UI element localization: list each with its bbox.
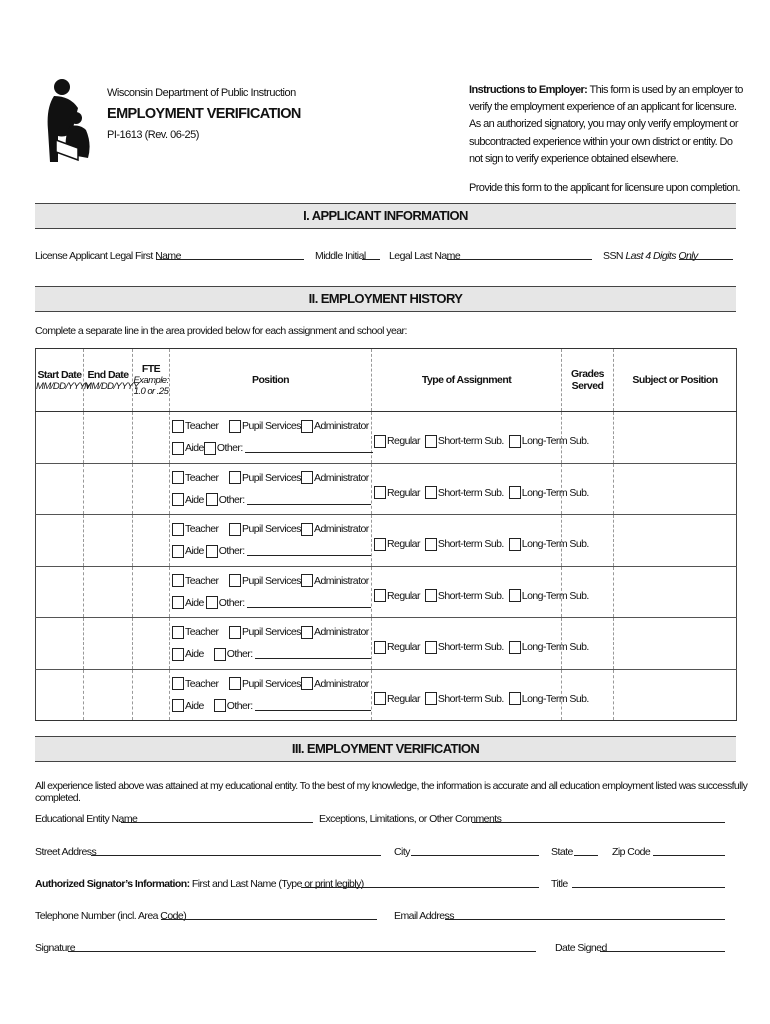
end-date-cell[interactable]	[84, 566, 133, 618]
title-label: Title	[551, 878, 568, 890]
administrator-checkbox[interactable]	[301, 677, 313, 690]
position-line-1	[170, 467, 371, 489]
zip-field[interactable]	[653, 846, 725, 856]
other-label: Other:	[218, 545, 245, 558]
subject-cell[interactable]	[614, 463, 737, 515]
fte-cell[interactable]	[133, 566, 170, 618]
provide-note: Provide this form to the applicant for licensure upon completion.	[469, 182, 740, 194]
regular-checkbox[interactable]	[374, 486, 386, 499]
middle-initial-field[interactable]	[362, 250, 380, 260]
position-aide[interactable]	[172, 545, 206, 558]
other-label: Other:	[218, 493, 245, 506]
aide-checkbox[interactable]	[172, 648, 184, 661]
entity-name-field[interactable]	[121, 813, 313, 823]
teacher-label: Teacher	[185, 523, 219, 536]
history-header-row	[36, 349, 737, 412]
history-intro: Complete a separate line in the area provided below for each assignment and school year:	[35, 325, 407, 337]
type-regular[interactable]	[374, 538, 420, 551]
regular-checkbox[interactable]	[374, 435, 386, 448]
other-checkbox[interactable]	[206, 493, 218, 506]
history-row	[36, 463, 737, 515]
other-checkbox[interactable]	[204, 442, 216, 455]
administrator-checkbox[interactable]	[301, 523, 313, 536]
address-row	[35, 846, 736, 860]
pupil-services-label: Pupil Services	[242, 626, 301, 639]
short-term-sub-label: Short-term Sub.	[437, 641, 504, 654]
start-date-cell[interactable]	[36, 618, 84, 670]
position-line-2	[170, 540, 371, 562]
type-short-term-sub[interactable]	[425, 435, 504, 448]
col-fte	[133, 349, 170, 412]
administrator-label: Administrator	[314, 677, 369, 690]
type-short-term-sub[interactable]	[425, 641, 504, 654]
type-long-term-sub[interactable]	[509, 641, 589, 654]
applicant-row	[35, 250, 736, 264]
type-regular[interactable]	[374, 435, 420, 448]
signature-label: Signature	[35, 942, 75, 954]
type-short-term-sub[interactable]	[425, 589, 504, 602]
history-row	[36, 618, 737, 670]
position-cell	[170, 618, 372, 670]
aide-label: Aide	[185, 596, 204, 609]
position-administrator[interactable]	[301, 574, 369, 587]
position-line-1	[170, 621, 371, 643]
type-regular[interactable]	[374, 589, 420, 602]
type-regular[interactable]	[374, 486, 420, 499]
position-cell	[170, 669, 372, 721]
subject-cell[interactable]	[614, 412, 737, 464]
type-long-term-sub[interactable]	[509, 589, 589, 602]
type-cell	[372, 515, 589, 567]
regular-label: Regular	[387, 486, 420, 499]
other-field[interactable]	[255, 649, 371, 659]
other-checkbox[interactable]	[214, 699, 226, 712]
employment-history-table	[35, 348, 737, 721]
other-field[interactable]	[255, 701, 371, 711]
other-checkbox[interactable]	[206, 545, 218, 558]
position-other[interactable]	[214, 699, 371, 712]
position-line-1	[170, 570, 371, 592]
position-pupil-services[interactable]	[229, 574, 301, 587]
section-1-header: I. APPLICANT INFORMATION	[35, 203, 736, 229]
section-2-header: II. EMPLOYMENT HISTORY	[35, 286, 736, 312]
type-line	[372, 435, 589, 448]
administrator-label: Administrator	[314, 626, 369, 639]
type-line	[372, 538, 589, 551]
employer-instructions	[469, 82, 744, 168]
attestation-text: All experience listed above was attained at my educational entity. To the best of my knowledge, the information is accurate and all education employment listed was successfully completed.	[35, 780, 748, 804]
position-aide[interactable]	[172, 596, 206, 609]
other-label: Other:	[218, 596, 245, 609]
long-term-sub-checkbox[interactable]	[509, 692, 521, 705]
administrator-checkbox[interactable]	[301, 574, 313, 587]
city-field[interactable]	[411, 846, 539, 856]
pupil-services-checkbox[interactable]	[229, 626, 241, 639]
position-administrator[interactable]	[301, 626, 369, 639]
position-teacher[interactable]	[172, 420, 229, 433]
start-date-header: Start Date	[37, 368, 82, 381]
zip-label: Zip Code	[612, 846, 651, 858]
end-date-format: MM/DD/YYYY	[84, 380, 139, 392]
form-number: PI-1613 (Rev. 06-25)	[107, 129, 199, 141]
phone-label: Telephone Number (incl. Area Code)	[35, 910, 187, 922]
start-date-cell[interactable]	[36, 515, 84, 567]
position-teacher[interactable]	[172, 677, 229, 690]
long-term-sub-label: Long-Term Sub.	[521, 435, 589, 448]
regular-label: Regular	[387, 589, 420, 602]
pupil-services-label: Pupil Services	[242, 574, 301, 587]
aide-checkbox[interactable]	[172, 442, 184, 455]
other-checkbox[interactable]	[214, 648, 226, 661]
position-other[interactable]	[206, 493, 371, 506]
pupil-services-label: Pupil Services	[242, 471, 301, 484]
type-cell	[372, 566, 589, 618]
fte-cell[interactable]	[133, 463, 170, 515]
start-date-cell[interactable]	[36, 669, 84, 721]
short-term-sub-checkbox[interactable]	[425, 435, 437, 448]
long-term-sub-label: Long-Term Sub.	[521, 692, 589, 705]
email-field[interactable]	[445, 910, 725, 920]
pupil-services-label: Pupil Services	[242, 523, 301, 536]
pupil-services-checkbox[interactable]	[229, 523, 241, 536]
type-line	[372, 486, 589, 499]
type-long-term-sub[interactable]	[509, 486, 589, 499]
teacher-label: Teacher	[185, 420, 219, 433]
other-field[interactable]	[245, 443, 373, 453]
instructions-text: This form is used by an employer to verify the employment experience of an applicant for licensure. As an authorized signatory, you may only verify employment or subcontracted experience within your own district or entity. Do not sign to verify experience obtained elsewhere.	[469, 84, 743, 165]
email-label: Email Address	[394, 910, 454, 922]
type-regular[interactable]	[374, 641, 420, 654]
type-long-term-sub[interactable]	[509, 435, 589, 448]
pupil-services-checkbox[interactable]	[229, 574, 241, 587]
col-start-date	[36, 349, 91, 412]
position-administrator[interactable]	[301, 523, 369, 536]
teacher-checkbox[interactable]	[172, 677, 184, 690]
position-aide[interactable]	[172, 648, 214, 661]
position-other[interactable]	[214, 648, 371, 661]
type-cell	[372, 412, 589, 464]
title-field[interactable]	[572, 878, 725, 888]
position-line-2	[170, 695, 371, 717]
long-term-sub-checkbox[interactable]	[509, 538, 521, 551]
long-term-sub-checkbox[interactable]	[509, 641, 521, 654]
administrator-label: Administrator	[314, 523, 369, 536]
short-term-sub-checkbox[interactable]	[425, 486, 437, 499]
entity-name-label: Educational Entity Name	[35, 813, 138, 825]
type-short-term-sub[interactable]	[425, 486, 504, 499]
teacher-label: Teacher	[185, 677, 219, 690]
position-line-2	[170, 437, 371, 459]
position-aide[interactable]	[172, 442, 204, 455]
pupil-services-checkbox[interactable]	[229, 420, 241, 433]
fte-header: FTE	[141, 363, 161, 375]
long-term-sub-label: Long-Term Sub.	[521, 486, 589, 499]
position-other[interactable]	[206, 596, 371, 609]
position-other[interactable]	[204, 442, 373, 455]
signator-label-bold: Authorized Signator’s Information:	[35, 878, 190, 890]
teacher-checkbox[interactable]	[172, 523, 184, 536]
signator-name-field[interactable]	[301, 878, 539, 888]
other-field[interactable]	[247, 546, 371, 556]
col-type: Type of Assignment	[372, 349, 562, 412]
aide-label: Aide	[185, 699, 204, 712]
end-date-cell[interactable]	[84, 515, 133, 567]
state-label: State	[551, 846, 573, 858]
city-label: City	[394, 846, 410, 858]
signature-field[interactable]	[68, 942, 536, 952]
type-long-term-sub[interactable]	[509, 538, 589, 551]
teacher-checkbox[interactable]	[172, 626, 184, 639]
instructions-label: Instructions to Employer:	[469, 84, 588, 96]
short-term-sub-label: Short-term Sub.	[437, 486, 504, 499]
form-title: EMPLOYMENT VERIFICATION	[107, 106, 301, 122]
history-row	[36, 669, 737, 721]
position-pupil-services[interactable]	[229, 677, 301, 690]
start-date-cell[interactable]	[36, 566, 84, 618]
start-date-cell[interactable]	[36, 412, 84, 464]
col-grades: Grades Served	[562, 349, 614, 412]
type-cell	[372, 463, 589, 515]
fte-cell[interactable]	[133, 618, 170, 670]
subject-cell[interactable]	[614, 566, 737, 618]
regular-checkbox[interactable]	[374, 641, 386, 654]
pupil-services-checkbox[interactable]	[229, 471, 241, 484]
aide-checkbox[interactable]	[172, 596, 184, 609]
date-signed-label: Date Signed	[555, 942, 607, 954]
administrator-checkbox[interactable]	[301, 420, 313, 433]
street-label: Street Address	[35, 846, 97, 858]
pupil-services-label: Pupil Services	[242, 677, 301, 690]
position-administrator[interactable]	[301, 420, 369, 433]
position-line-2	[170, 592, 371, 614]
aide-checkbox[interactable]	[172, 545, 184, 558]
type-regular[interactable]	[374, 692, 420, 705]
administrator-label: Administrator	[314, 420, 369, 433]
position-teacher[interactable]	[172, 574, 229, 587]
position-cell	[170, 566, 372, 618]
short-term-sub-label: Short-term Sub.	[437, 589, 504, 602]
position-cell	[170, 515, 372, 567]
position-aide[interactable]	[172, 699, 214, 712]
aide-label: Aide	[185, 648, 204, 661]
long-term-sub-checkbox[interactable]	[509, 589, 521, 602]
position-administrator[interactable]	[301, 471, 369, 484]
position-line-1	[170, 673, 371, 695]
short-term-sub-checkbox[interactable]	[425, 641, 437, 654]
section-3-header: III. EMPLOYMENT VERIFICATION	[35, 736, 736, 762]
regular-label: Regular	[387, 435, 420, 448]
type-cell	[372, 669, 589, 721]
entity-row	[35, 813, 736, 827]
fte-example: Example: 1.0 or .25	[133, 375, 169, 397]
position-pupil-services[interactable]	[229, 471, 301, 484]
state-field[interactable]	[574, 846, 598, 856]
regular-label: Regular	[387, 538, 420, 551]
contact-row	[35, 910, 736, 924]
other-field[interactable]	[247, 598, 371, 608]
aide-checkbox[interactable]	[172, 493, 184, 506]
type-cell	[372, 618, 589, 670]
short-term-sub-checkbox[interactable]	[425, 589, 437, 602]
first-name-label: License Applicant Legal First Name	[35, 250, 181, 262]
signature-row	[35, 942, 736, 956]
fte-cell[interactable]	[133, 669, 170, 721]
short-term-sub-label: Short-term Sub.	[437, 435, 504, 448]
signator-row	[35, 878, 736, 892]
regular-checkbox[interactable]	[374, 589, 386, 602]
fte-cell[interactable]	[133, 412, 170, 464]
position-pupil-services[interactable]	[229, 523, 301, 536]
end-date-cell[interactable]	[84, 412, 133, 464]
subject-cell[interactable]	[614, 618, 737, 670]
pupil-services-checkbox[interactable]	[229, 677, 241, 690]
type-short-term-sub[interactable]	[425, 538, 504, 551]
other-label: Other:	[226, 699, 253, 712]
administrator-checkbox[interactable]	[301, 626, 313, 639]
position-line-1	[170, 518, 371, 540]
other-field[interactable]	[247, 495, 371, 505]
long-term-sub-label: Long-Term Sub.	[521, 589, 589, 602]
position-teacher[interactable]	[172, 626, 229, 639]
aide-label: Aide	[185, 442, 204, 455]
dpi-logo-icon	[42, 78, 94, 166]
subject-cell[interactable]	[614, 515, 737, 567]
type-line	[372, 589, 589, 602]
position-line-1	[170, 415, 371, 437]
regular-label: Regular	[387, 692, 420, 705]
short-term-sub-checkbox[interactable]	[425, 692, 437, 705]
end-date-cell[interactable]	[84, 669, 133, 721]
position-cell	[170, 412, 372, 464]
first-name-field[interactable]	[156, 250, 304, 260]
type-line	[372, 641, 589, 654]
other-label: Other:	[226, 648, 253, 661]
regular-checkbox[interactable]	[374, 538, 386, 551]
position-line-2	[170, 643, 371, 665]
ssn-hint: Last 4 Digits Only	[625, 250, 698, 262]
administrator-label: Administrator	[314, 471, 369, 484]
phone-field[interactable]	[161, 910, 377, 920]
type-line	[372, 692, 589, 705]
other-checkbox[interactable]	[206, 596, 218, 609]
history-row	[36, 515, 737, 567]
long-term-sub-checkbox[interactable]	[509, 435, 521, 448]
end-date-cell[interactable]	[84, 618, 133, 670]
middle-initial-label: Middle Initial	[315, 250, 366, 262]
ssn-field[interactable]	[679, 250, 733, 260]
short-term-sub-label: Short-term Sub.	[437, 538, 504, 551]
teacher-label: Teacher	[185, 471, 219, 484]
comments-field[interactable]	[472, 813, 725, 823]
type-long-term-sub[interactable]	[509, 692, 589, 705]
aide-checkbox[interactable]	[172, 699, 184, 712]
agency-name: Wisconsin Department of Public Instruction	[107, 87, 296, 99]
col-subject: Subject or Position	[614, 349, 737, 412]
signator-name-label: First and Last Name (Type or print legibly)	[189, 878, 364, 890]
end-date-header: End Date	[87, 368, 129, 381]
regular-checkbox[interactable]	[374, 692, 386, 705]
date-signed-field[interactable]	[600, 942, 725, 952]
regular-label: Regular	[387, 641, 420, 654]
history-row	[36, 412, 737, 464]
aide-label: Aide	[185, 545, 204, 558]
position-other[interactable]	[206, 545, 371, 558]
long-term-sub-label: Long-Term Sub.	[521, 538, 589, 551]
col-position: Position	[170, 349, 372, 412]
short-term-sub-label: Short-term Sub.	[437, 692, 504, 705]
type-short-term-sub[interactable]	[425, 692, 504, 705]
history-body	[36, 412, 737, 721]
start-date-format: MM/DD/YYYY	[36, 380, 91, 392]
short-term-sub-checkbox[interactable]	[425, 538, 437, 551]
last-name-field[interactable]	[447, 250, 592, 260]
administrator-label: Administrator	[314, 574, 369, 587]
history-row	[36, 566, 737, 618]
long-term-sub-checkbox[interactable]	[509, 486, 521, 499]
other-label: Other:	[216, 442, 243, 455]
position-teacher[interactable]	[172, 471, 229, 484]
end-date-cell[interactable]	[84, 463, 133, 515]
ssn-label-text: SSN	[603, 250, 623, 262]
administrator-checkbox[interactable]	[301, 471, 313, 484]
teacher-checkbox[interactable]	[172, 574, 184, 587]
fte-cell[interactable]	[133, 515, 170, 567]
position-cell	[170, 463, 372, 515]
teacher-label: Teacher	[185, 626, 219, 639]
col-end-date	[84, 349, 139, 412]
position-administrator[interactable]	[301, 677, 369, 690]
aide-label: Aide	[185, 493, 204, 506]
last-name-label: Legal Last Name	[389, 250, 461, 262]
position-pupil-services[interactable]	[229, 626, 301, 639]
position-pupil-services[interactable]	[229, 420, 301, 433]
teacher-label: Teacher	[185, 574, 219, 587]
teacher-checkbox[interactable]	[172, 420, 184, 433]
long-term-sub-label: Long-Term Sub.	[521, 641, 589, 654]
pupil-services-label: Pupil Services	[242, 420, 301, 433]
street-field[interactable]	[91, 846, 381, 856]
position-teacher[interactable]	[172, 523, 229, 536]
position-aide[interactable]	[172, 493, 206, 506]
position-line-2	[170, 489, 371, 511]
subject-cell[interactable]	[614, 669, 737, 721]
start-date-cell[interactable]	[36, 463, 84, 515]
comments-label: Exceptions, Limitations, or Other Comments	[319, 813, 502, 825]
teacher-checkbox[interactable]	[172, 471, 184, 484]
